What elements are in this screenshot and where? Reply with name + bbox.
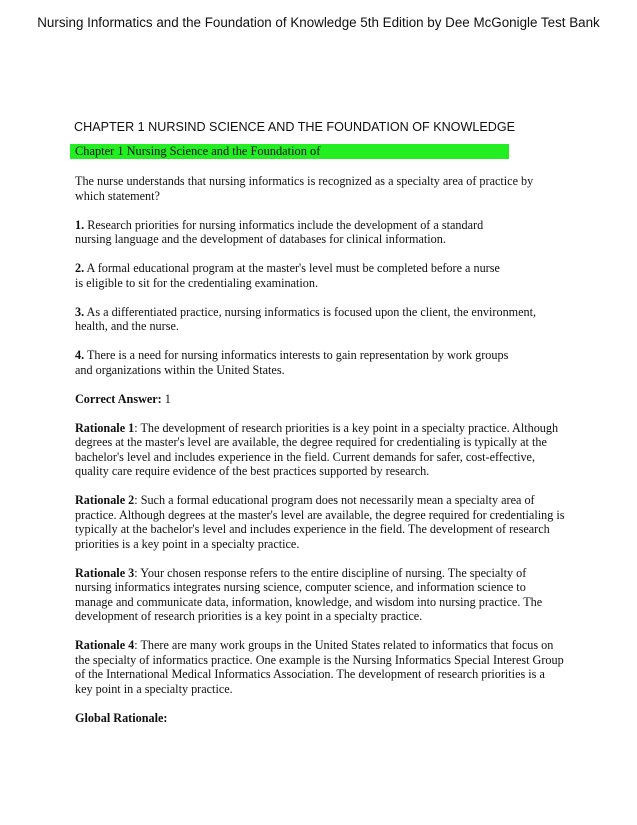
rationale-text: Such a formal educational program does not necessarily mean a specialty area of practice. Although degrees at the master's level are available, the degree required for credentialing is typically at the bachelor's level and includes experience in the field. The development of research priorities is a key point in a specialty practice. bbox=[75, 493, 565, 551]
question-stem: The nurse understands that nursing informatics is recognized as a specialty area of practice by which statement? bbox=[75, 174, 534, 203]
correct-answer-value: 1 bbox=[164, 391, 171, 406]
option-1 bbox=[75, 218, 565, 247]
option-text: and organizations within the United States. bbox=[75, 362, 285, 377]
question-body bbox=[75, 174, 565, 740]
rationale-text: Your chosen response refers to the entire discipline of nursing. The specialty of nursing informatics integrates nursing science, computer science, and information science to manage and communicate data, information, knowledge, and wisdom into nursing practice. The development of research priorities is a key point in a specialty practice. bbox=[75, 565, 543, 623]
rationale-label: Rationale 2 bbox=[75, 493, 135, 507]
rationale-2: Rationale 2: Such a formal educational program does not necessarily mean a specialty area of practice. Although degrees at the master's level are available, the degree required for credentialing is typically at the bachelor's level and includes experience in the field. The development of research priorities is a key point in a specialty practice. bbox=[75, 493, 565, 551]
rationale-label: Rationale 3 bbox=[75, 565, 135, 580]
option-text: There is a need for nursing informatics interests to gain representation by work groups bbox=[86, 348, 509, 362]
rationale-1: Rationale 1: The development of research priorities is a key point in a specialty practice. Although degrees at the master's level are available, the degree required for credentialing is typically at the bachelor's level and includes experience in the field. Current demands for safer, cost-effective, quality care require evidence of the best practices supported by research. bbox=[75, 420, 559, 478]
rationale-label: Rationale 4 bbox=[75, 638, 135, 652]
option-number: 2. bbox=[75, 261, 85, 275]
option-text: A formal educational program at the master's level must be completed before a nurse bbox=[86, 261, 500, 275]
option-text: is eligible to sit for the credentialing examination. bbox=[75, 275, 319, 290]
option-3 bbox=[75, 305, 565, 334]
option-number: 1. bbox=[75, 217, 85, 232]
rationale-3: Rationale 3: Your chosen response refers to the entire discipline of nursing. The specialty of nursing informatics integrates nursing science, computer science, and information science to manage and communicate data, information, knowledge, and wisdom into nursing practice. The development of research priorities is a key point in a specialty practice. bbox=[75, 565, 543, 623]
option-number: 4. bbox=[75, 348, 85, 362]
option-text: nursing language and the development of databases for clinical information. bbox=[75, 232, 446, 246]
rationale-4: Rationale 4: There are many work groups in the United States related to informatics that focus on the specialty of informatics practice. One example is the Nursing Informatics Special Interest Group of the International Medical Informatics Association. The development of research priorities is a key point in a specialty practice. bbox=[75, 638, 564, 696]
option-text: As a differentiated practice, nursing informatics is focused upon the client, the environment, bbox=[86, 304, 537, 319]
rationale-label: Rationale 1 bbox=[75, 420, 135, 435]
global-rationale-label: Global Rationale: bbox=[75, 710, 168, 725]
chapter-title: CHAPTER 1 NURSIND SCIENCE AND THE FOUNDATION OF KNOWLEDGE bbox=[74, 120, 516, 134]
option-2 bbox=[75, 261, 565, 290]
option-number: 3. bbox=[75, 304, 85, 319]
global-rationale bbox=[75, 711, 565, 726]
rationale-text: The development of research priorities is a key point in a specialty practice. Although degrees at the master's level are available, the degree required for credentialing is typically at the bachelor's level and includes experience in the field. Current demands for safer, cost-effective, quality care require evidence of the best practices supported by research. bbox=[75, 420, 559, 478]
option-text: Research priorities for nursing informatics include the development of a standard bbox=[87, 217, 484, 232]
correct-answer bbox=[75, 392, 565, 407]
chapter-highlight: Chapter 1 Nursing Science and the Foundation of bbox=[70, 144, 509, 159]
correct-answer-label: Correct Answer: bbox=[75, 391, 162, 406]
option-text: health, and the nurse. bbox=[75, 319, 179, 333]
page-header: Nursing Informatics and the Foundation of Knowledge 5th Edition by Dee McGonigle Test Bank bbox=[37, 15, 600, 30]
option-4 bbox=[75, 348, 565, 377]
rationale-text: There are many work groups in the United States related to informatics that focus on the specialty of informatics practice. One example is the Nursing Informatics Special Interest Group of the International Medical Informatics Association. The development of research priorities is a key point in a specialty practice. bbox=[75, 638, 564, 696]
